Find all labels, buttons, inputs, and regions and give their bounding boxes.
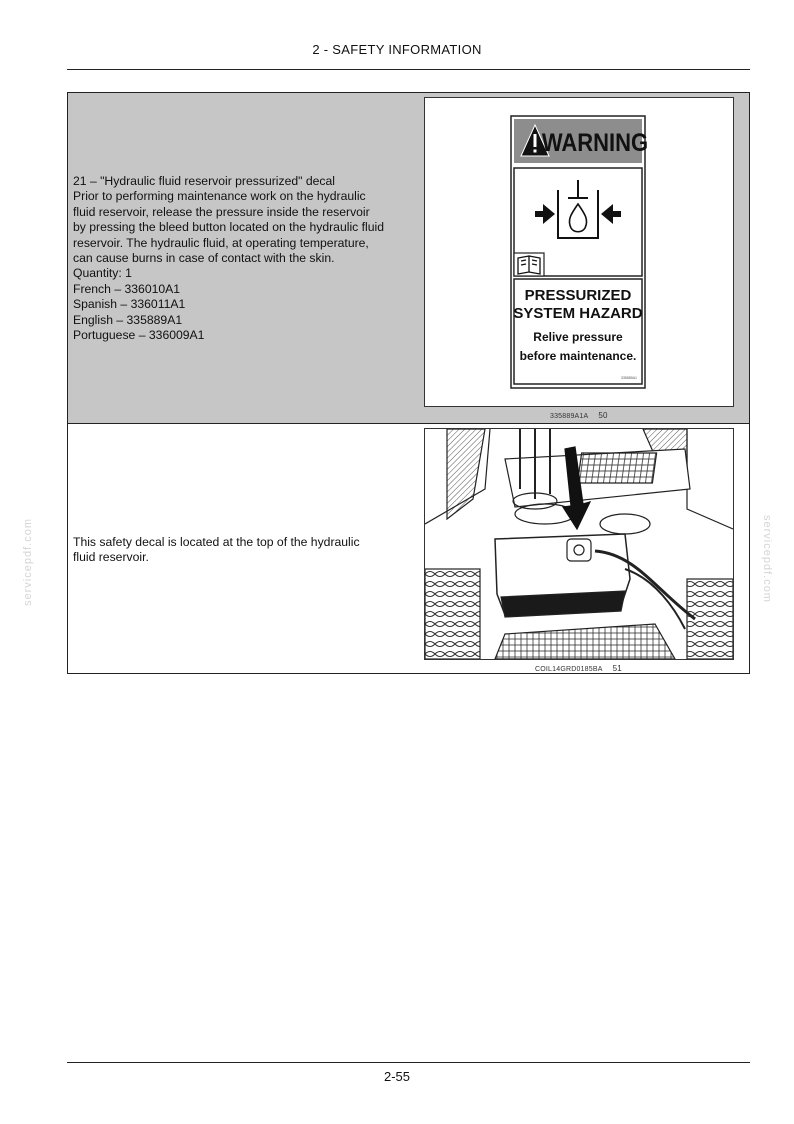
warning-decal-figure [424,97,734,407]
decal-text-before-maintenance: before maintenance. [519,349,637,363]
decal-location-figure [424,428,734,660]
bleed-button-icon [574,545,584,555]
text-line: fluid reservoir. [73,550,149,565]
text-line: Prior to performing maintenance work on the hydraulic [73,189,366,204]
decal-text-system-hazard: SYSTEM HAZARD [513,305,643,322]
decal-description-text [73,174,413,343]
caption-code: COIL14GRD0185BA [535,666,603,673]
decal-text-relive-pressure: Relive pressure [533,330,623,344]
watermark-left: servicepdf.com [22,518,34,606]
decal-text-pressurized: PRESSURIZED [524,287,632,304]
text-line: English – 335889A1 [73,312,183,327]
caption-number: 51 [612,664,622,673]
text-line: by pressing the bleed button located on the hydraulic fluid [73,220,384,235]
figure-caption-50 [550,411,608,420]
decal-location-text [73,535,413,566]
machine-illustration [425,429,733,659]
text-line: Spanish – 336011A1 [73,297,186,312]
header-divider [67,69,750,70]
vent-grille [577,453,656,483]
text-line: can cause burns in case of contact with the skin. [73,251,335,266]
footer-divider [67,1062,750,1063]
tire-left [425,569,480,659]
decal-location-row [68,424,749,673]
text-line: reservoir. The hydraulic fluid, at operating temperature, [73,235,369,250]
caption-number: 50 [598,411,608,420]
text-line: This safety decal is located at the top of the hydraulic [73,535,360,549]
warning-decal-illustration [425,98,733,406]
frame-line [687,429,733,529]
safety-decal-table [67,92,750,674]
text-line: 21 – "Hydraulic fluid reservoir pressurized" decal [73,174,335,188]
figure-caption-51 [535,664,622,673]
caption-code: 335889A1A [550,413,589,420]
decal-description-row [68,93,749,424]
decal-warning-heading: WARNING [541,129,649,158]
pump-housing-right [600,514,650,534]
text-line: French – 336010A1 [73,281,181,296]
decal-part-code: 335889A1 [621,376,637,380]
page-header-title: 2 - SAFETY INFORMATION [312,42,482,57]
page-number: 2-55 [383,1069,411,1084]
watermark-right: servicepdf.com [761,515,773,603]
floor-grating [495,624,675,659]
text-line: fluid reservoir, release the pressure inside the reservoir [73,204,370,219]
hose-right-lower [625,569,685,629]
hatched-side-panel-left [447,429,485,519]
text-line: Quantity: 1 [73,266,132,281]
text-line: Portuguese – 336009A1 [73,328,205,343]
